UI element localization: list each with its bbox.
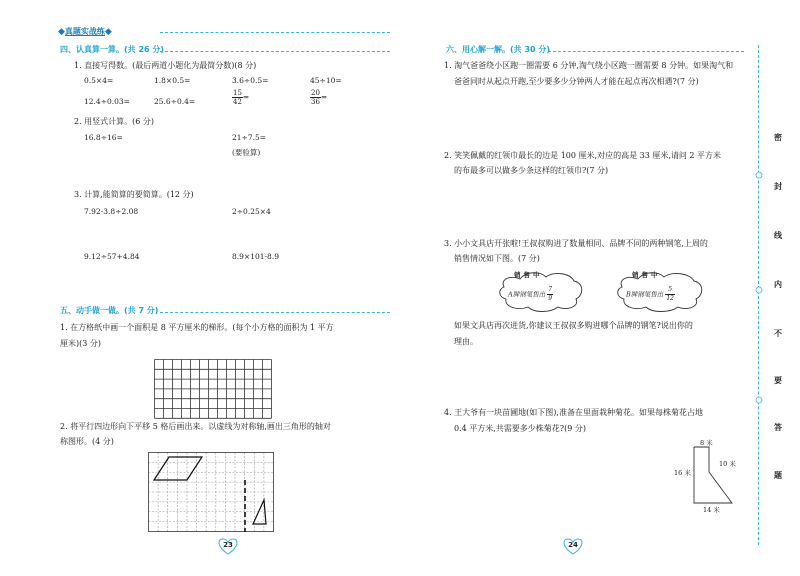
calc-item: 25.6÷0.4= xyxy=(154,97,196,106)
s5-q2-line2: 称图形。(4 分) xyxy=(60,437,114,446)
fraction-item: $\frac{15}{42}$ = xyxy=(233,89,250,106)
calc-item: 7.92-3.8÷2.08 xyxy=(84,207,139,216)
seal-char: 不 xyxy=(774,329,782,338)
bubble-header: 销售中 xyxy=(632,271,661,279)
diamond-icon: ◆ xyxy=(58,27,65,37)
section5-divider xyxy=(160,312,390,313)
s6-q2-line1: 2. 笑笑佩戴的红领巾最长的边是 100 厘米,对应的高是 33 厘米,请问 2 平方米 xyxy=(444,151,722,160)
seal-char: 题 xyxy=(774,471,782,480)
page-number-right: 24 xyxy=(560,536,586,556)
label-right: 10 米 xyxy=(719,460,736,468)
sales-bubble-a xyxy=(496,265,586,315)
section4-divider xyxy=(160,51,390,52)
banner-title: 真题实战练 xyxy=(64,27,105,36)
s6-q3-line3: 如果文具店再次进货,你建议王叔叔多购进哪个品牌的钢笔?说出你的 xyxy=(454,321,693,330)
s6-q3-line1: 3. 小小文具店开张啦!王叔叔购进了数量相同、品牌不同的两种钢笔,上周的 xyxy=(444,239,708,248)
calc-item: 9.12÷57+4.84 xyxy=(84,252,140,261)
sales-bubble-b xyxy=(614,265,706,315)
s6-q1-line2: 爸爸同时从起点开跑,至少要多少分钟两人才能在起点再次相遇?(7 分) xyxy=(454,77,699,86)
s5-q2-line1: 2. 将平行四边形向下平移 5 格后画出来。以虚线为对称轴,画出三角形的轴对 xyxy=(60,422,331,431)
calc-item: 21÷7.5= xyxy=(232,133,267,142)
calc-item: 12.4÷0.03= xyxy=(84,97,130,106)
seal-char: 答 xyxy=(774,423,782,432)
diamond-icon: ◆ xyxy=(104,27,112,37)
fraction-item: $\frac{20}{36}$ = xyxy=(311,89,328,106)
calc-item: 45÷10= xyxy=(310,76,342,85)
verify-note: (要验算) xyxy=(232,148,261,157)
calc-item: 2÷0.25×4 xyxy=(232,207,271,216)
label-top: 8 米 xyxy=(700,439,713,447)
s6-q3-line4: 理由。 xyxy=(454,337,478,346)
banner-divider xyxy=(160,32,390,33)
s6-q2-line2: 的布最多可以做多少条这样的红领巾?(7 分) xyxy=(454,166,609,175)
s6-q1-line1: 1. 淘气爸爸绕小区跑一圈需要 6 分钟,淘气绕小区跑一圈需要 8 分钟。如果淘气和 xyxy=(444,61,734,70)
s5-q1-line2: 厘米)(3 分) xyxy=(60,339,101,348)
bubble-header: 销售中 xyxy=(514,271,543,279)
right-page xyxy=(400,0,800,576)
q1-prompt: 1. 直接写得数。(最后两道小题化为最简分数)(8 分) xyxy=(74,61,257,70)
calc-item: 16.8÷16= xyxy=(84,133,123,142)
banner xyxy=(58,26,112,37)
calc-item: 3.6÷0.5= xyxy=(232,76,269,85)
page-number-left: 23 xyxy=(215,536,241,556)
label-left: 16 米 xyxy=(674,469,691,477)
seal-char: 线 xyxy=(774,231,782,240)
seal-char: 密 xyxy=(774,133,782,142)
s6-q4-line2: 0.4 平方米,共需要多少株菊花?(9 分) xyxy=(454,424,586,433)
s5-q1-line1: 1. 在方格纸中画一个面积是 8 平方厘米的梯形。(每个小方格的面积为 1 平方 xyxy=(60,323,334,332)
calc-item: 1.8×0.5= xyxy=(154,76,191,85)
q2-prompt: 2. 用竖式计算。(6 分) xyxy=(74,117,155,126)
seal-circles xyxy=(753,150,765,470)
section6-title: 六、用心解一解。(共 30 分) xyxy=(446,45,551,54)
bubble-text: A牌钢笔售出 $\frac{7}{9}$ xyxy=(508,286,553,302)
seal-char: 要 xyxy=(774,376,782,385)
section6-divider xyxy=(548,51,744,52)
s6-q4-line1: 4. 王大爷有一块苗圃地(如下图),准备在里面栽种菊花。如果每株菊花占地 xyxy=(444,408,703,417)
section5-title: 五、动手做一做。(共 7 分) xyxy=(60,306,159,315)
label-bottom: 14 米 xyxy=(703,506,720,514)
s6-q3-line2: 销售情况如下图。(7 分) xyxy=(454,254,540,263)
section4-title: 四、认真算一算。(共 26 分) xyxy=(60,45,165,54)
translation-grid[interactable] xyxy=(148,452,274,532)
seal-char: 内 xyxy=(774,280,782,289)
q3-prompt: 3. 计算,能简算的要简算。(12 分) xyxy=(74,190,194,199)
square-grid[interactable] xyxy=(154,359,272,419)
parallelogram-shape xyxy=(154,457,202,480)
calc-item: 0.5×4= xyxy=(84,76,114,85)
seal-char: 封 xyxy=(774,182,782,191)
calc-item: 8.9×101-8.9 xyxy=(232,252,279,261)
bubble-text: B牌钢笔售出 $\frac{5}{12}$ xyxy=(626,286,674,302)
